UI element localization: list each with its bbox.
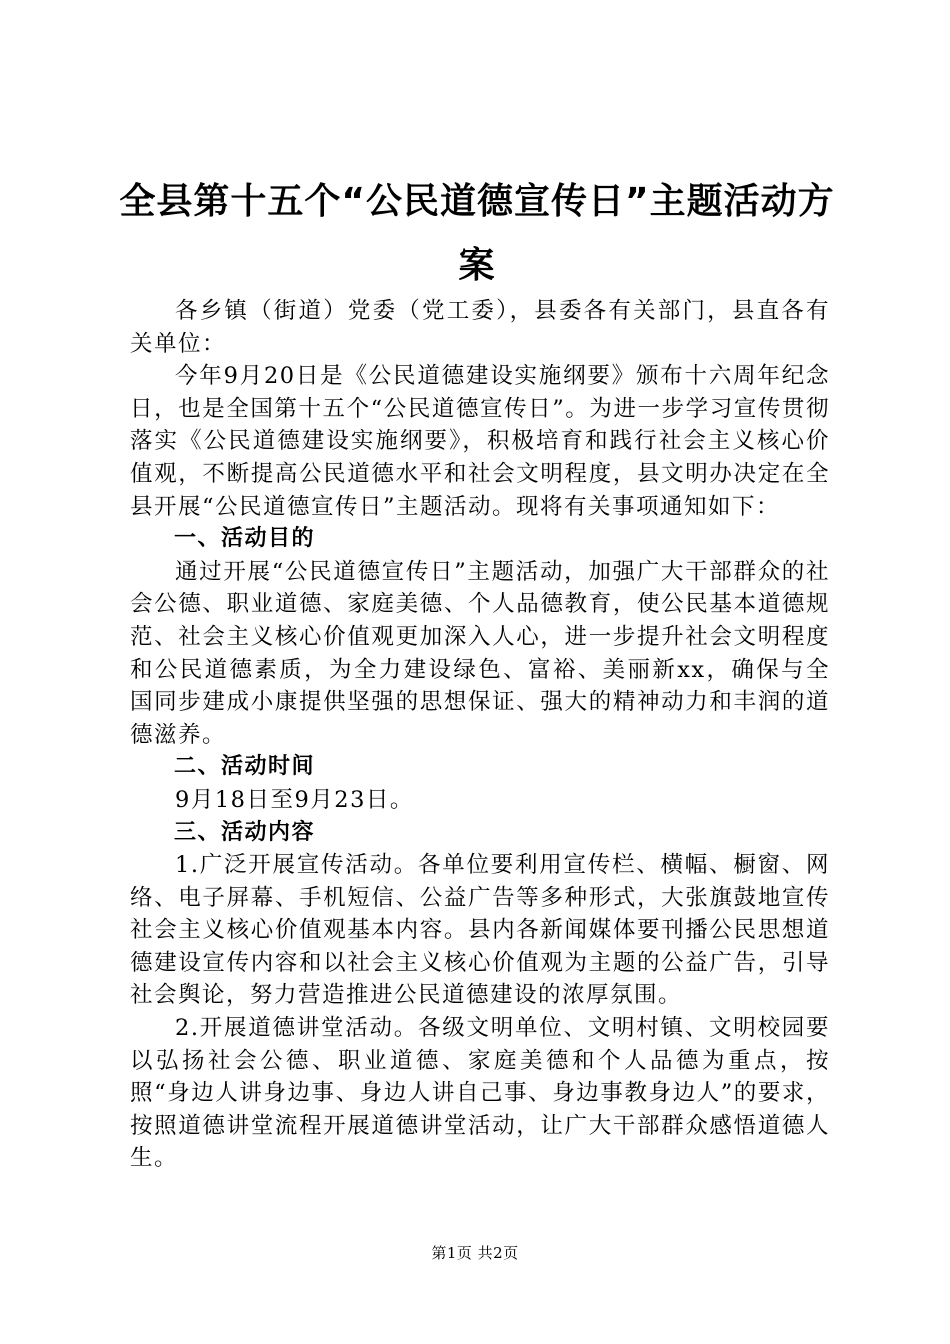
- section-heading-time: 二、活动时间: [174, 754, 316, 780]
- purpose-paragraph: 通过开展“公民道德宣传日”主题活动，加强广大干部群众的社会公德、职业道德、家庭美德、个人品德教育，使公民基本道德规范、社会主义核心价值观更加深入人心，进一步提升社会文明程度和公民道德素质，为全力建设绿色、富裕、美丽新xx，确保与全国同步建成小康提供坚强的思想保证、强大的精神动力和丰润的道德滋养。: [130, 558, 830, 748]
- page-footer: 第1页 共2页: [431, 1244, 519, 1262]
- section-heading-content: 三、活动内容: [174, 819, 316, 845]
- document-body: [130, 295, 830, 1175]
- document-title: 全县第十五个“公民道德宣传日”主题活动方案: [119, 181, 835, 286]
- intro-paragraph: 今年9月20日是《公民道德建设实施纲要》颁布十六周年纪念日，也是全国第十五个“公民道德宣传日”。为进一步学习宣传贯彻落实《公民道德建设实施纲要》，积极培育和践行社会主义核心价值观，不断提高公民道德水平和社会文明程度，县文明办决定在全县开展“公民道德宣传日”主题活动。现将有关事项通知如下：: [130, 363, 830, 520]
- salutation-paragraph: 各乡镇（街道）党委（党工委），县委各有关部门，县直各有关单位：: [130, 298, 830, 357]
- section-heading-purpose: 一、活动目的: [174, 526, 316, 552]
- content-item-1-paragraph: 1.广泛开展宣传活动。各单位要利用宣传栏、横幅、橱窗、网络、电子屏幕、手机短信、公益广告等多种形式，大张旗鼓地宣传社会主义核心价值观基本内容。县内各新闻媒体要刊播公民思想道德建设宣传内容和以社会主义核心价值观为主题的公益广告，引导社会舆论，努力营造推进公民道德建设的浓厚氛围。: [130, 852, 830, 1009]
- time-paragraph: 9月18日至9月23日。: [175, 786, 414, 813]
- content-item-2-paragraph: 2.开展道德讲堂活动。各级文明单位、文明村镇、文明校园要以弘扬社会公德、职业道德、家庭美德和个人品德为重点，按照“身边人讲身边事、身边人讲自己事、身边事教身边人”的要求，按照道德讲堂流程开展道德讲堂活动，让广大干部群众感悟道德人生。: [130, 1015, 830, 1172]
